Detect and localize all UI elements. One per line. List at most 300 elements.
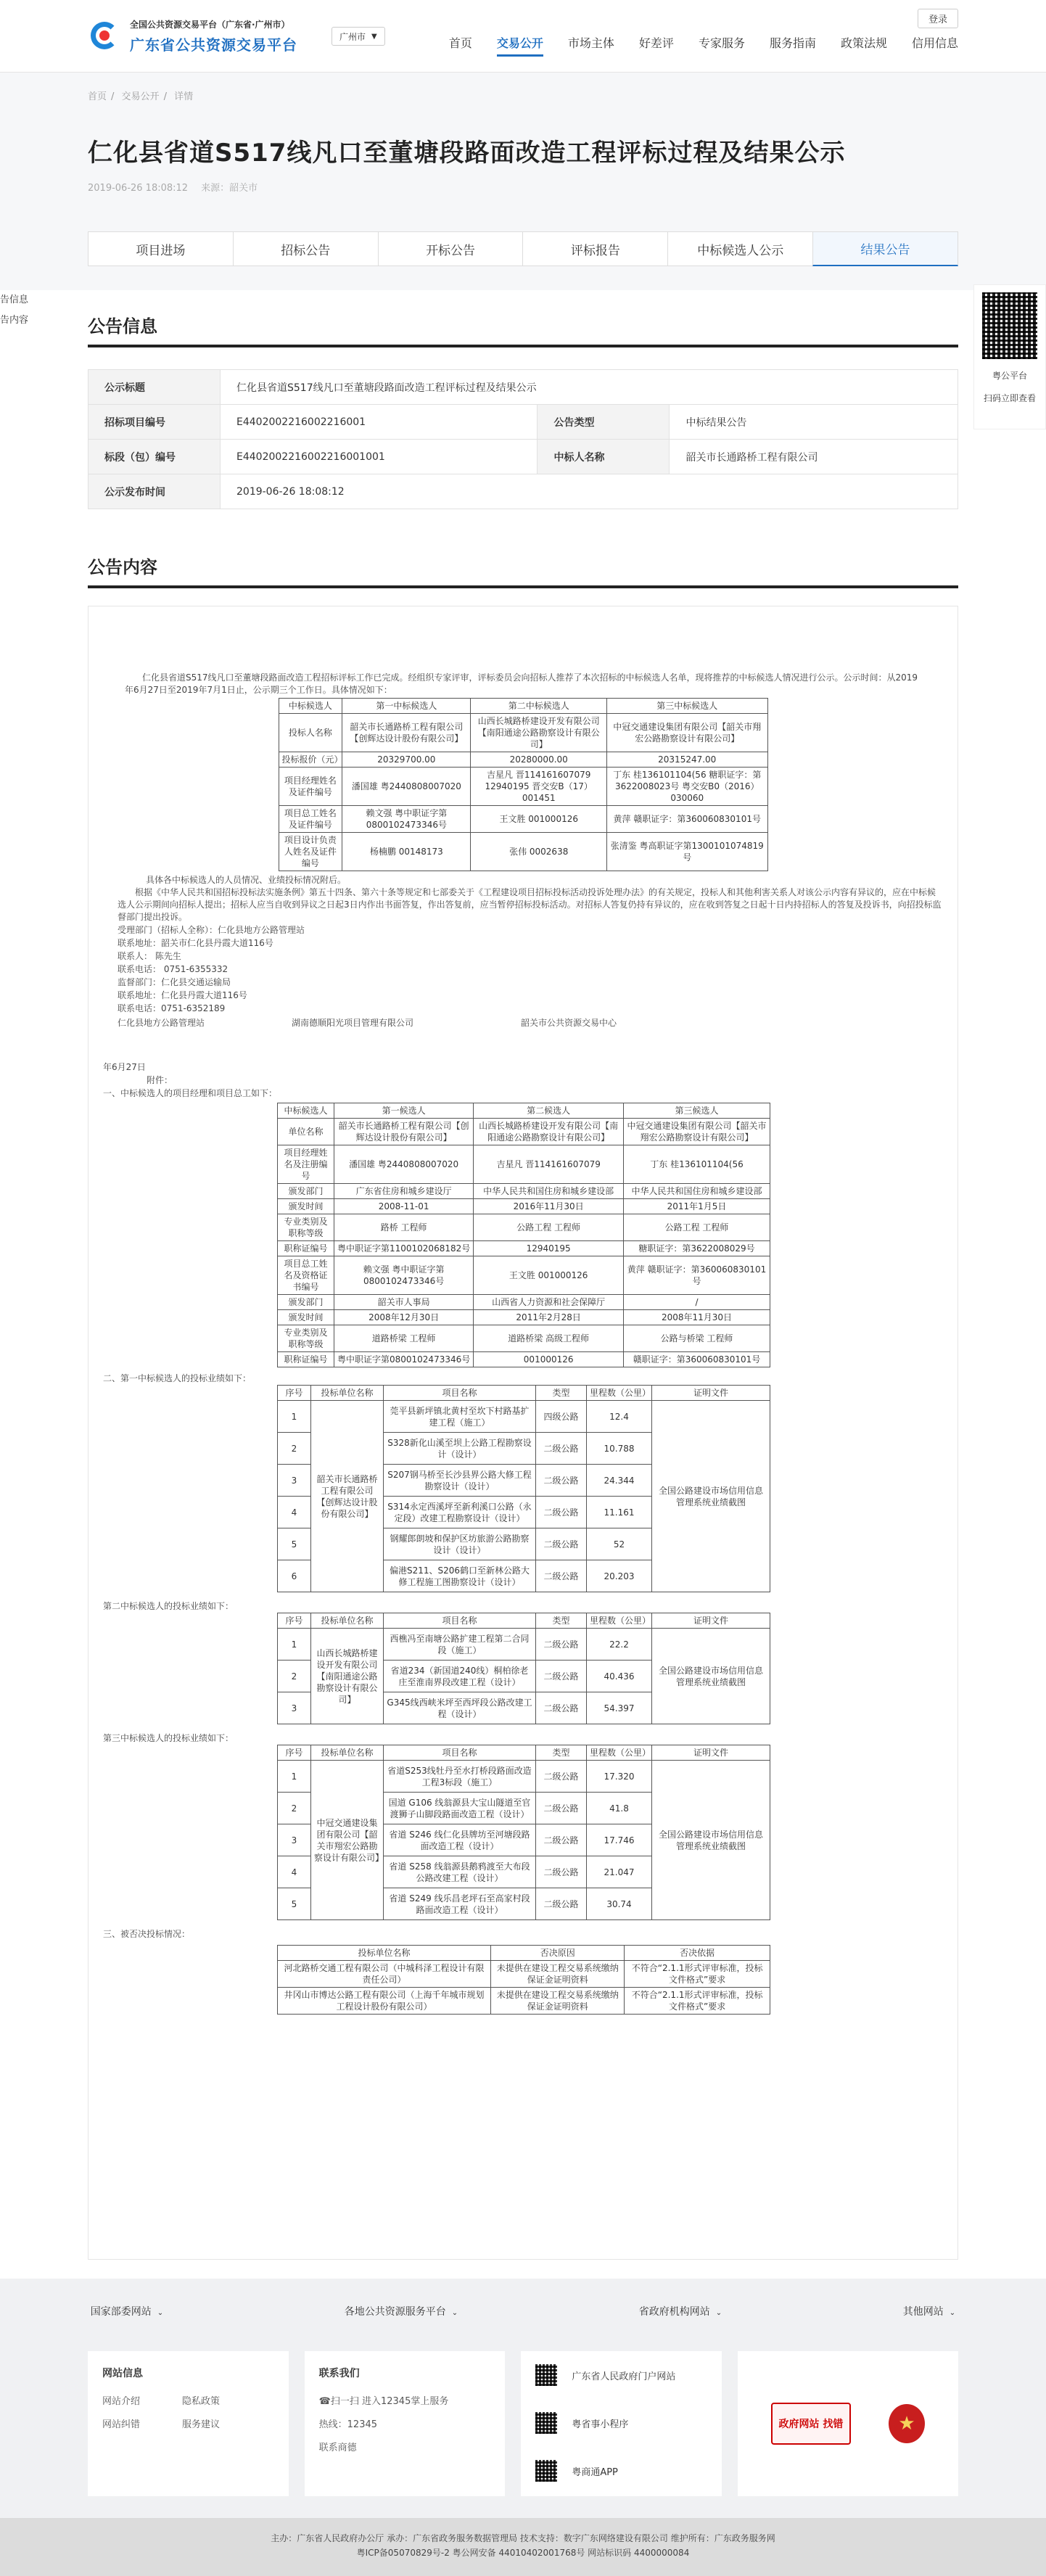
link-privacy[interactable]: 隐私政策 [182, 2396, 221, 2407]
table-cell: 省道 S249 线乐昌老坪石至高家村段路面改造工程（设计） [384, 1888, 536, 1920]
header [0, 0, 1046, 73]
meta [88, 180, 958, 194]
table-cell: 5 [278, 1888, 311, 1920]
table-row [279, 714, 767, 752]
table-cell: 2016年11月30日 [474, 1199, 624, 1214]
table-cell: 证明文件 [652, 1745, 770, 1761]
breadcrumb: 首页 / 交易公开 / 详情 [88, 91, 194, 102]
table-cell: 序号 [278, 1745, 311, 1761]
table-cell: 项目经理姓名及注册编号 [278, 1145, 334, 1184]
table-cell: 四级公路 [536, 1401, 587, 1433]
copyright [0, 2518, 1046, 2576]
table-cell: 12940195 [474, 1241, 624, 1256]
app-label: 粤省事小程序 [572, 2419, 629, 2430]
table-cell: 二级公路 [536, 1824, 587, 1856]
table-cell: 王文胜 001000126 [474, 1256, 624, 1295]
table-row [279, 806, 767, 833]
app-yueshengshi[interactable] [535, 2399, 707, 2447]
table-cell: 中标候选人 [279, 699, 342, 714]
info-key: 招标项目编号 [88, 405, 221, 440]
section-2: 二、第一中标候选人的投标业绩如下： [103, 1373, 252, 1383]
table-cell: 第一候选人 [334, 1103, 473, 1119]
table-cell: 颁发部门 [278, 1184, 334, 1199]
perf-table-1 [277, 1385, 770, 1592]
copyright-line-2: 粤ICP备05070829号-2 粤公网安备 44010402001768号 网站标识码 4400000084 [356, 2548, 690, 2558]
table-cell: 张伟 0002638 [471, 833, 607, 871]
table-cell: 项目总工姓名及资格证书编号 [278, 1256, 334, 1295]
table-cell: 路桥 工程师 [334, 1214, 473, 1241]
table-row [278, 1145, 770, 1184]
table-row [278, 1629, 770, 1661]
link-intro[interactable]: 网站介绍 [102, 2396, 141, 2407]
table-cell: 二级公路 [536, 1692, 587, 1724]
table-cell: 52 [587, 1528, 652, 1560]
table-cell: 潘国雄 粤2440808007020 [334, 1145, 473, 1184]
city-label: 广州市 [339, 31, 366, 42]
contact-line: 联系人： 陈先生 [118, 951, 181, 961]
table-cell: 韶关市长通路桥工程有限公司【创辉达设计股份有限公司】 [334, 1119, 473, 1145]
tab-report[interactable]: 评标报告 [522, 231, 667, 266]
table-cell: 全国公路建设市场信用信息管理系统业绩截图 [652, 1401, 770, 1592]
table-cell: 第二中标候选人 [471, 699, 607, 714]
table-cell: 吉星凡 晋114161607079 [474, 1145, 624, 1184]
table-row [278, 1103, 770, 1119]
table-cell: 17.320 [587, 1761, 652, 1793]
tab-result[interactable]: 结果公告 [812, 231, 958, 266]
perf-table-3 [277, 1745, 770, 1920]
section-4: 第三中标候选人的投标业绩如下： [103, 1733, 234, 1743]
info-key: 公示标题 [88, 370, 221, 405]
breadcrumb-trading[interactable]: 交易公开 [121, 91, 160, 102]
date-line: 年6月27日 [103, 1062, 146, 1072]
app-gov-portal[interactable] [535, 2351, 707, 2399]
table-cell: 专业类别及职称等级 [278, 1214, 334, 1241]
logo-icon [88, 17, 121, 55]
table-cell: 3 [278, 1692, 311, 1724]
table-cell: 项目名称 [384, 1745, 536, 1761]
table-row [278, 1988, 770, 2015]
table-cell: 公路与桥梁 工程师 [624, 1325, 770, 1352]
table-row [278, 1310, 770, 1325]
table-cell: 投标单位名称 [278, 1946, 491, 1961]
table-cell: 17.746 [587, 1824, 652, 1856]
sign-2: 湖南德顺阳光项目管理有限公司 [292, 1018, 414, 1028]
contact-line: 监督部门：仁化县交通运输局 [118, 977, 231, 987]
table-cell: 54.397 [587, 1692, 652, 1724]
info-key: 中标人名称 [538, 440, 670, 474]
section-1: 一、中标候选人的项目经理和项目总工如下： [103, 1088, 278, 1098]
table-cell: 30.74 [587, 1888, 652, 1920]
table-cell: 单位名称 [278, 1119, 334, 1145]
table-cell: 颁发时间 [278, 1199, 334, 1214]
info-heading: 公告信息 [88, 312, 958, 347]
table-cell: 二级公路 [536, 1528, 587, 1560]
nav-home[interactable]: 首页 [448, 36, 472, 50]
note-paragraph: 具体各中标候选人的人员情况、业绩投标情况附后。 [146, 875, 347, 885]
table-row [278, 1256, 770, 1295]
table-row [278, 1241, 770, 1256]
table-cell: 赖文强 粤中职证字第0800102473346号 [342, 806, 471, 833]
table-cell: 吉星凡 晋114161607079 12940195 晋交安B（17）001451 [471, 768, 607, 806]
table-cell: 项目名称 [384, 1613, 536, 1629]
breadcrumb-home[interactable]: 首页 [88, 91, 107, 102]
table-cell: 2011年1月5日 [624, 1199, 770, 1214]
city-select[interactable] [331, 27, 385, 46]
table-cell: 24.344 [587, 1465, 652, 1497]
table-cell: 二级公路 [536, 1793, 587, 1824]
table-cell: 省道234（新国道240线）桐柏徐老庄至淮南界段改建工程（设计） [384, 1661, 536, 1692]
candidates-table [279, 698, 768, 871]
table-row [278, 1401, 770, 1433]
attach-label: 附件： [147, 1075, 173, 1085]
table-cell: 省道S253线牡丹至水打桥段路面改造工程3标段（施工） [384, 1761, 536, 1793]
nav-trading[interactable]: 交易公开 [497, 34, 543, 73]
title-area [0, 73, 1046, 290]
qr-code-icon [535, 2364, 557, 2386]
table-cell: 粤中职证字第1100102068182号 [334, 1241, 473, 1256]
rejected-table [277, 1945, 770, 2015]
contact-info [103, 923, 943, 1015]
table-row [278, 1199, 770, 1214]
section-3: 第二中标候选人的投标业绩如下： [103, 1601, 234, 1611]
table-cell: 二级公路 [536, 1465, 587, 1497]
table-cell: 12.4 [587, 1401, 652, 1433]
table-cell: 全国公路建设市场信用信息管理系统业绩截图 [652, 1761, 770, 1920]
chevron-down-icon: ⌄ [157, 2309, 164, 2317]
table-cell: 丁东 桂136101104(56 糖职证字：第3622008023号 粤交安B0（2016）030060 [607, 768, 768, 806]
page-title: 仁化县省道S517线凡口至董塘段路面改造工程评标过程及结果公示 [88, 139, 846, 168]
nav-policy[interactable]: 政策法规 [840, 36, 887, 50]
info-key: 标段（包）编号 [88, 440, 221, 474]
table-row [278, 1214, 770, 1241]
table-row [279, 699, 767, 714]
links-platforms[interactable] [345, 2304, 458, 2318]
table-cell: 张清鉴 粤高职证字第1300101074819号 [607, 833, 768, 871]
phone-icon: ☎ [318, 2396, 331, 2407]
main-nav [424, 0, 958, 73]
contact-line: 联系地址：韶关市仁化县丹霞大道116号 [118, 938, 273, 948]
table-cell: 1 [278, 1761, 311, 1793]
publish-date: 2019-06-26 18:08:12 [88, 183, 189, 194]
table-cell: 颁发时间 [278, 1310, 334, 1325]
qr-hint: 扫码立即查看 [983, 393, 1036, 403]
table-cell: 证明文件 [652, 1613, 770, 1629]
table-cell: 001000126 [474, 1352, 624, 1367]
table-row [278, 1352, 770, 1367]
table-cell: 未提供在建设工程交易系统缴纳保证金证明资料 [491, 1988, 625, 2015]
managers-table [277, 1103, 770, 1367]
table-cell: 证明文件 [652, 1386, 770, 1401]
side-anchor-nav [0, 290, 28, 331]
copyright-line-1: 主办：广东省人民政府办公厅 承办：广东省政务服务数据管理局 技术支持：数字广东网络建设有限公司 维护所有：广东政务服务网 [271, 2533, 775, 2543]
table-cell: 中华人民共和国住房和城乡建设部 [474, 1184, 624, 1199]
table-cell: 道路桥梁 高级工程师 [474, 1325, 624, 1352]
table-cell: 赣职证字：第360060830101号 [624, 1352, 770, 1367]
table-row [279, 768, 767, 806]
contact-line: 联系电话： 0751-6355332 [118, 964, 228, 974]
table-cell: 黄萍 赣职证字：第360060830101号 [624, 1256, 770, 1295]
info-value: 仁化县省道S517线凡口至董塘段路面改造工程评标过程及结果公示 [221, 370, 958, 405]
table-row [278, 1761, 770, 1793]
table-cell: 山西省人力资源和社会保障厅 [474, 1295, 624, 1310]
table-cell: 21.047 [587, 1856, 652, 1888]
logo-top-line: 全国公共资源交易平台（广东省·广州市） [130, 20, 290, 30]
table-cell: 2 [278, 1793, 311, 1824]
table-cell: 40.436 [587, 1661, 652, 1692]
table-cell: 中冠交通建设集团有限公司【韶关市翔宏公路勘察设计有限公司】 [607, 714, 768, 752]
table-cell: 20329700.00 [342, 752, 471, 768]
contact-12345-label: 扫一扫 进入12345掌上服务 [330, 2396, 449, 2407]
table-cell: 二级公路 [536, 1629, 587, 1661]
table-cell: 类型 [536, 1386, 587, 1401]
sign-1: 仁化县地方公路管理站 [118, 1018, 205, 1028]
table-cell: 4 [278, 1856, 311, 1888]
links-other[interactable] [903, 2304, 955, 2318]
nav-market[interactable]: 市场主体 [567, 36, 614, 50]
site-info-title: 网站信息 [102, 2368, 143, 2379]
contact-line: 联系地址：仁化县丹霞大道116号 [118, 990, 247, 1000]
links-label: 其他网站 [902, 2306, 944, 2318]
chevron-down-icon: ⌄ [715, 2309, 722, 2317]
source: 来源：韶关市 [201, 183, 258, 194]
nav-guide[interactable]: 服务指南 [769, 36, 816, 50]
table-cell: 二级公路 [536, 1661, 587, 1692]
contact-line: 联系电话：0751-6352189 [118, 1003, 226, 1013]
table-row [278, 1325, 770, 1352]
table-cell: 二级公路 [536, 1888, 587, 1920]
content-heading: 公告内容 [88, 553, 958, 588]
table-cell: 2008-11-01 [334, 1199, 473, 1214]
signatures [103, 1016, 943, 1029]
table-cell: 国道 G106 线翁源县大宝山隧道至官渡狮子山脚段路面改造工程（设计） [384, 1793, 536, 1824]
table-row [278, 1613, 770, 1629]
contact-title: 联系我们 [318, 2368, 360, 2379]
table-cell: 职称证编号 [278, 1352, 334, 1367]
info-key: 公示发布时间 [88, 474, 221, 509]
tab-opening[interactable]: 开标公告 [378, 231, 523, 266]
table-cell: 二级公路 [536, 1761, 587, 1793]
table-cell: 20.203 [587, 1560, 652, 1592]
table-cell: 中华人民共和国住房和城乡建设部 [624, 1184, 770, 1199]
table-cell: 3 [278, 1824, 311, 1856]
table-cell: 糖职证字：第3622008029号 [624, 1241, 770, 1256]
links-provincial[interactable] [639, 2304, 722, 2318]
table-cell: 20280000.00 [471, 752, 607, 768]
nav-rating[interactable]: 好差评 [638, 36, 674, 50]
table-cell: 1 [278, 1629, 311, 1661]
table-cell: 里程数（公里） [587, 1745, 652, 1761]
chevron-down-icon: ▼ [371, 32, 377, 41]
hotline: 热线：12345 [318, 2419, 378, 2430]
table-row [279, 752, 767, 768]
table-cell: 山西长城路桥建设开发有限公司【南阳通途公路勘察设计有限公司】 [474, 1119, 624, 1145]
table-cell: S207钢马桥至长沙县界公路大修工程勘察设计（设计） [384, 1465, 536, 1497]
table-cell: 中标候选人 [278, 1103, 334, 1119]
info-value: E4402002216002216001 [221, 405, 538, 440]
table-cell: 中冠交通建设集团有限公司【韶关市翔宏公路勘察设计有限公司】 [624, 1119, 770, 1145]
table-cell: 5 [278, 1528, 311, 1560]
table-cell: 广东省住房和城乡建设厅 [334, 1184, 473, 1199]
app-label: 粤商通APP [572, 2466, 618, 2478]
table-cell: 颁发部门 [278, 1295, 334, 1310]
table-cell: 黄萍 赣职证字：第360060830101号 [607, 806, 768, 833]
table-cell: 项目总工姓名及证件编号 [279, 806, 342, 833]
tab-candidates[interactable]: 中标候选人公示 [667, 231, 812, 266]
footer [0, 2344, 1046, 2518]
breadcrumb-detail: 详情 [174, 91, 194, 102]
table-cell: 10.788 [587, 1433, 652, 1465]
anchor-info[interactable]: 告信息 [0, 295, 29, 305]
table-cell: S314永定西溪坪至新利溪口公路（永定段）改建工程勘察设计（设计） [384, 1497, 536, 1528]
table-cell: S328新化山溪至坝上公路工程勘察设计（设计） [384, 1433, 536, 1465]
contact-link[interactable]: 联系商德 [318, 2443, 357, 2453]
table-cell: 投标人名称 [279, 714, 342, 752]
table-cell: 投标单位名称 [311, 1613, 384, 1629]
table-cell: 2 [278, 1433, 311, 1465]
table-cell: 二级公路 [536, 1560, 587, 1592]
anchor-content[interactable]: 告内容 [0, 315, 29, 326]
table-cell: 6 [278, 1560, 311, 1592]
info-value: E4402002216002216001001 [221, 440, 538, 474]
table-cell: 否决依据 [625, 1946, 770, 1961]
project-tabs [88, 231, 958, 266]
party-emblem-icon[interactable]: ★ [889, 2404, 925, 2443]
table-cell: 莞平县新坪镇北黄村至坎下村路基扩建工程（施工） [384, 1401, 536, 1433]
table-cell: 职称证编号 [278, 1241, 334, 1256]
table-row [278, 1386, 770, 1401]
table-cell: 二级公路 [536, 1856, 587, 1888]
qr-code-icon [535, 2460, 557, 2482]
table-cell: 41.8 [587, 1793, 652, 1824]
table-cell: 不符合“2.1.1形式评审标准，投标文件格式”要求 [625, 1961, 770, 1988]
objection-paragraph: 根据《中华人民共和国招标投标法实施条例》第五十四条、第六十条等规定和七部委关于《工程建设项目招标投标活动投诉处理办法》的有关规定，投标人和其他利害关系人对该公示内容有异议的，应在中标候选人公示期间向招标人提出；招标人应当自收到异议之日起3日内作出书面答复，作出答复前，应当暂停招标投标活动。对招标人答复仍持有异议的，应在收到答复之日起十日内持招标人的答复及投诉书，向招投标监督部门提出投诉。 [118, 887, 942, 922]
table-row [278, 1295, 770, 1310]
table-cell: 山西长城路桥建设开发有限公司【南阳通途公路勘察设计有限公司】 [311, 1629, 384, 1724]
contact-12345[interactable] [319, 2390, 491, 2414]
table-cell: 省道 S258 线翁源县鹅鸦渡至大布段公路改建工程（设计） [384, 1856, 536, 1888]
info-key: 公告类型 [538, 405, 670, 440]
chevron-down-icon: ⌄ [451, 2309, 458, 2317]
badges-card [738, 2351, 958, 2496]
table-cell: 类型 [536, 1745, 587, 1761]
app-label: 广东省人民政府门户网站 [572, 2371, 676, 2382]
info-value: 韶关市长通路桥工程有限公司 [670, 440, 958, 474]
table-cell: 二级公路 [536, 1433, 587, 1465]
chevron-down-icon: ⌄ [949, 2309, 956, 2317]
perf-table-2 [277, 1613, 770, 1724]
contact-line: 受理部门（招标人全称）：仁化县地方公路管理站 [118, 925, 305, 935]
table-cell: 2011年2月28日 [474, 1310, 624, 1325]
content-body [88, 606, 958, 2260]
table-cell: 省道 S246 线仁化县牌坊至河塘段路面改造工程（设计） [384, 1824, 536, 1856]
table-row [278, 1961, 770, 1988]
sign-3: 韶关市公共资源交易中心 [521, 1018, 617, 1028]
tab-tender[interactable]: 招标公告 [233, 231, 378, 266]
gov-site-error-badge[interactable]: 政府网站 找错 [771, 2403, 851, 2445]
table-cell: 河北路桥交通工程有限公司（中城科泽工程设计有限责任公司） [278, 1961, 491, 1988]
info-value: 2019-06-26 18:08:12 [221, 474, 958, 509]
table-cell: 公路工程 工程师 [474, 1214, 624, 1241]
table-cell: 类型 [536, 1613, 587, 1629]
table-cell: 第三中标候选人 [607, 699, 768, 714]
table-row [278, 1946, 770, 1961]
table-cell: 道路桥梁 工程师 [334, 1325, 473, 1352]
links-bar [0, 2279, 1046, 2344]
login-button[interactable]: 登录 [918, 9, 958, 28]
intro-paragraph: 仁化县省道S517线凡口至董塘段路面改造工程招标评标工作已完成。经组织专家评审，评标委员会向招标人推荐了本次招标的中标候选人名单，现将推荐的中标候选人情况进行公示。公示时间：从2019年6月27日至2019年7月1日止，公示期三个工作日。具体情况如下： [125, 672, 918, 695]
table-cell: 序号 [278, 1613, 311, 1629]
table-cell: 公路工程 工程师 [624, 1214, 770, 1241]
table-cell: 4 [278, 1497, 311, 1528]
table-cell: 未提供在建设工程交易系统缴纳保证金证明资料 [491, 1961, 625, 1988]
table-cell: 山西长城路桥建设开发有限公司【南阳通途公路勘察设计有限公司】 [471, 714, 607, 752]
table-cell: 投标报价（元） [279, 752, 342, 768]
site-logo[interactable] [88, 17, 327, 55]
qr-code-icon [982, 292, 1037, 359]
table-cell: 2008年11月30日 [624, 1310, 770, 1325]
links-label: 省政府机构网站 [638, 2306, 710, 2318]
info-table [88, 369, 958, 509]
table-cell: 井冈山市博达公路工程有限公司（上海千年城市规划工程设计股份有限公司） [278, 1988, 491, 2015]
table-cell: 韶关市长通路桥工程有限公司【创辉达设计股份有限公司】 [342, 714, 471, 752]
links-label: 各地公共资源服务平台 [344, 2306, 446, 2318]
table-cell: 20315247.00 [607, 752, 768, 768]
link-suggestion[interactable]: 服务建议 [182, 2419, 221, 2430]
section-5: 三、被否决投标情况： [103, 1929, 191, 1939]
apps-card [521, 2351, 722, 2496]
table-cell: 项目设计负责人姓名及证件编号 [279, 833, 342, 871]
table-cell: 第一中标候选人 [342, 699, 471, 714]
site-info-card [88, 2351, 289, 2496]
table-cell: 钢耀郎朗坡和保护区坊旅游公路勘察设计（设计） [384, 1528, 536, 1560]
app-yueshangtong[interactable] [535, 2447, 707, 2495]
table-cell: 投标单位名称 [311, 1745, 384, 1761]
links-label: 国家部委网站 [90, 2306, 152, 2318]
table-cell: 丁东 桂136101104(56 [624, 1145, 770, 1184]
table-cell: 22.2 [587, 1629, 652, 1661]
table-cell: 西樵冯至南塘公路扩建工程第二合同段（施工） [384, 1629, 536, 1661]
table-cell: 里程数（公里） [587, 1386, 652, 1401]
table-cell: 偏港S211、S206鹤口至新林公路大修工程施工图勘察设计（设计） [384, 1560, 536, 1592]
table-cell: 投标单位名称 [311, 1386, 384, 1401]
table-cell: 中冠交通建设集团有限公司【韶关市翔宏公路勘察设计有限公司】 [311, 1761, 384, 1920]
table-row [278, 1119, 770, 1145]
table-cell: 3 [278, 1465, 311, 1497]
table-cell: 2008年12月30日 [334, 1310, 473, 1325]
table-cell: 全国公路建设市场信用信息管理系统业绩截图 [652, 1629, 770, 1724]
table-cell: 项目名称 [384, 1386, 536, 1401]
table-cell: 专业类别及职称等级 [278, 1325, 334, 1352]
table-cell: 第二候选人 [474, 1103, 624, 1119]
table-cell: 杨楠鹏 00148173 [342, 833, 471, 871]
table-cell: 否决原因 [491, 1946, 625, 1961]
table-cell: 粤中职证字第0800102473346号 [334, 1352, 473, 1367]
table-cell: G345线西峡米坪至西坪段公路改建工程（设计） [384, 1692, 536, 1724]
table-cell: 二级公路 [536, 1497, 587, 1528]
table-row [278, 1745, 770, 1761]
table-cell: / [624, 1295, 770, 1310]
links-ministries[interactable] [91, 2304, 163, 2318]
link-correction[interactable]: 网站纠错 [102, 2419, 141, 2430]
table-cell: 第三候选人 [624, 1103, 770, 1119]
qr-panel [973, 284, 1046, 429]
table-cell: 里程数（公里） [587, 1613, 652, 1629]
nav-expert[interactable]: 专家服务 [698, 36, 745, 50]
site-name: 广东省公共资源交易平台 [130, 36, 297, 54]
tab-entry[interactable]: 项目进场 [88, 231, 233, 266]
nav-credit[interactable]: 信用信息 [911, 36, 958, 50]
table-row [278, 1184, 770, 1199]
